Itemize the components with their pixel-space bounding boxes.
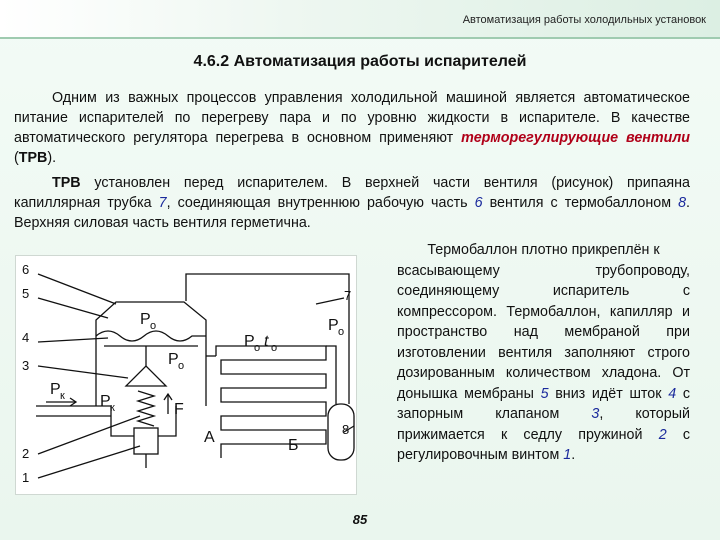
ref-7: 7 [158,195,167,211]
thermal-bulb-8 [328,404,354,460]
label-force: F [174,401,184,418]
label-t0: t [264,333,269,350]
paragraph-3-text-2: всасывающему трубопроводу, соединяющему испаритель с компрессором. Термобаллон, капилляр и пространство над мембраной при изготовлении вентиля заполняют строго дозированным количеством хладона. От донышка мембраны [397,262,690,402]
ref-2: 2 [658,426,667,443]
ref-3: 3 [591,406,600,422]
term-trv-full: терморегулирующие вентили [461,130,690,146]
evaporator-coil [216,346,326,458]
callout-4: 4 [22,330,30,345]
callout-3: 3 [22,358,30,373]
ref-1: 1 [563,447,572,463]
running-header: Автоматизация работы холодильных установок [462,14,706,26]
label-p0-evap-sub: o [254,342,261,354]
adjusting-screw-1 [134,428,158,454]
label-p0-evap: P [244,333,255,350]
label-point-b: Б [288,437,299,454]
label-p0-mid: P [168,351,179,368]
callout-1: 1 [22,470,30,485]
ref-8: 8 [678,195,687,211]
callout-8: 8 [342,422,350,437]
label-p0-top: P [140,311,151,328]
abbr-close: ). [47,150,57,166]
paragraph-2-text-3: вентиля с термобаллоном [482,195,679,211]
label-t0-sub: o [271,342,278,354]
term-trv-abbr: ТРВ [18,150,48,166]
paragraph-3 [397,240,690,466]
paragraph-1 [14,88,690,168]
ref-6: 6 [474,195,483,211]
label-p0-right: P [328,317,339,334]
section-title: 4.6.2 Автоматизация работы испарителей [193,53,527,70]
paragraph-2-text-1: установлен перед испарителем. В верхней части вентиля (рисунок) припаяна капиллярная трубка [14,175,690,211]
label-pk-inner-sub: к [110,402,115,414]
callout-2: 2 [22,446,30,461]
paragraph-3-text-6: с регулировочным винтом [397,426,690,463]
paragraph-2 [14,173,690,233]
paragraph-3-text-7: . [571,447,576,463]
label-p0-mid-sub: o [178,360,185,372]
label-pk-left: P [50,381,61,398]
header-divider [0,37,720,39]
paragraph-2-text-4: . Верхняя силовая часть вентиля герметична. [14,195,691,231]
label-pk-left-sub: к [60,390,65,402]
valve-seat-3 [126,366,166,386]
paragraph-1-text: Одним из важных процессов управления холодильной машиной является автоматическое питание испарителей по перегреву пара и по уровню жидкости в испарителе. В качестве автоматического регулятора перегрева в основном применяют [14,90,690,146]
label-p0-right-sub: o [338,326,345,338]
paragraph-2-text-2: , соединяющая внутреннюю рабочую часть [166,195,475,211]
callout-7: 7 [344,288,352,303]
ref-4: 4 [668,385,677,402]
paragraph-3-text-4: с запорным клапаном [397,385,690,422]
trv-diagram [15,255,357,495]
spring-2 [138,391,154,426]
page-number: 85 [352,512,368,527]
label-point-a: А [204,429,215,446]
callout-6: 6 [22,262,30,277]
abbr-open: ( [14,150,19,166]
ref-5: 5 [540,385,549,402]
trv-schematic [16,256,356,494]
diaphragm-5 [96,331,206,341]
paragraph-3-text-3: вниз идёт шток [548,385,669,402]
paragraph-3-first-line: Термобаллон плотно прикреплён к [427,242,660,258]
label-pk-inner: P [100,393,111,410]
label-p0-top-sub: o [150,320,157,332]
term-trv: ТРВ [52,175,81,191]
paragraph-3-text-5: , который прижимается к седлу пружиной [397,406,690,443]
callout-5: 5 [22,286,30,301]
